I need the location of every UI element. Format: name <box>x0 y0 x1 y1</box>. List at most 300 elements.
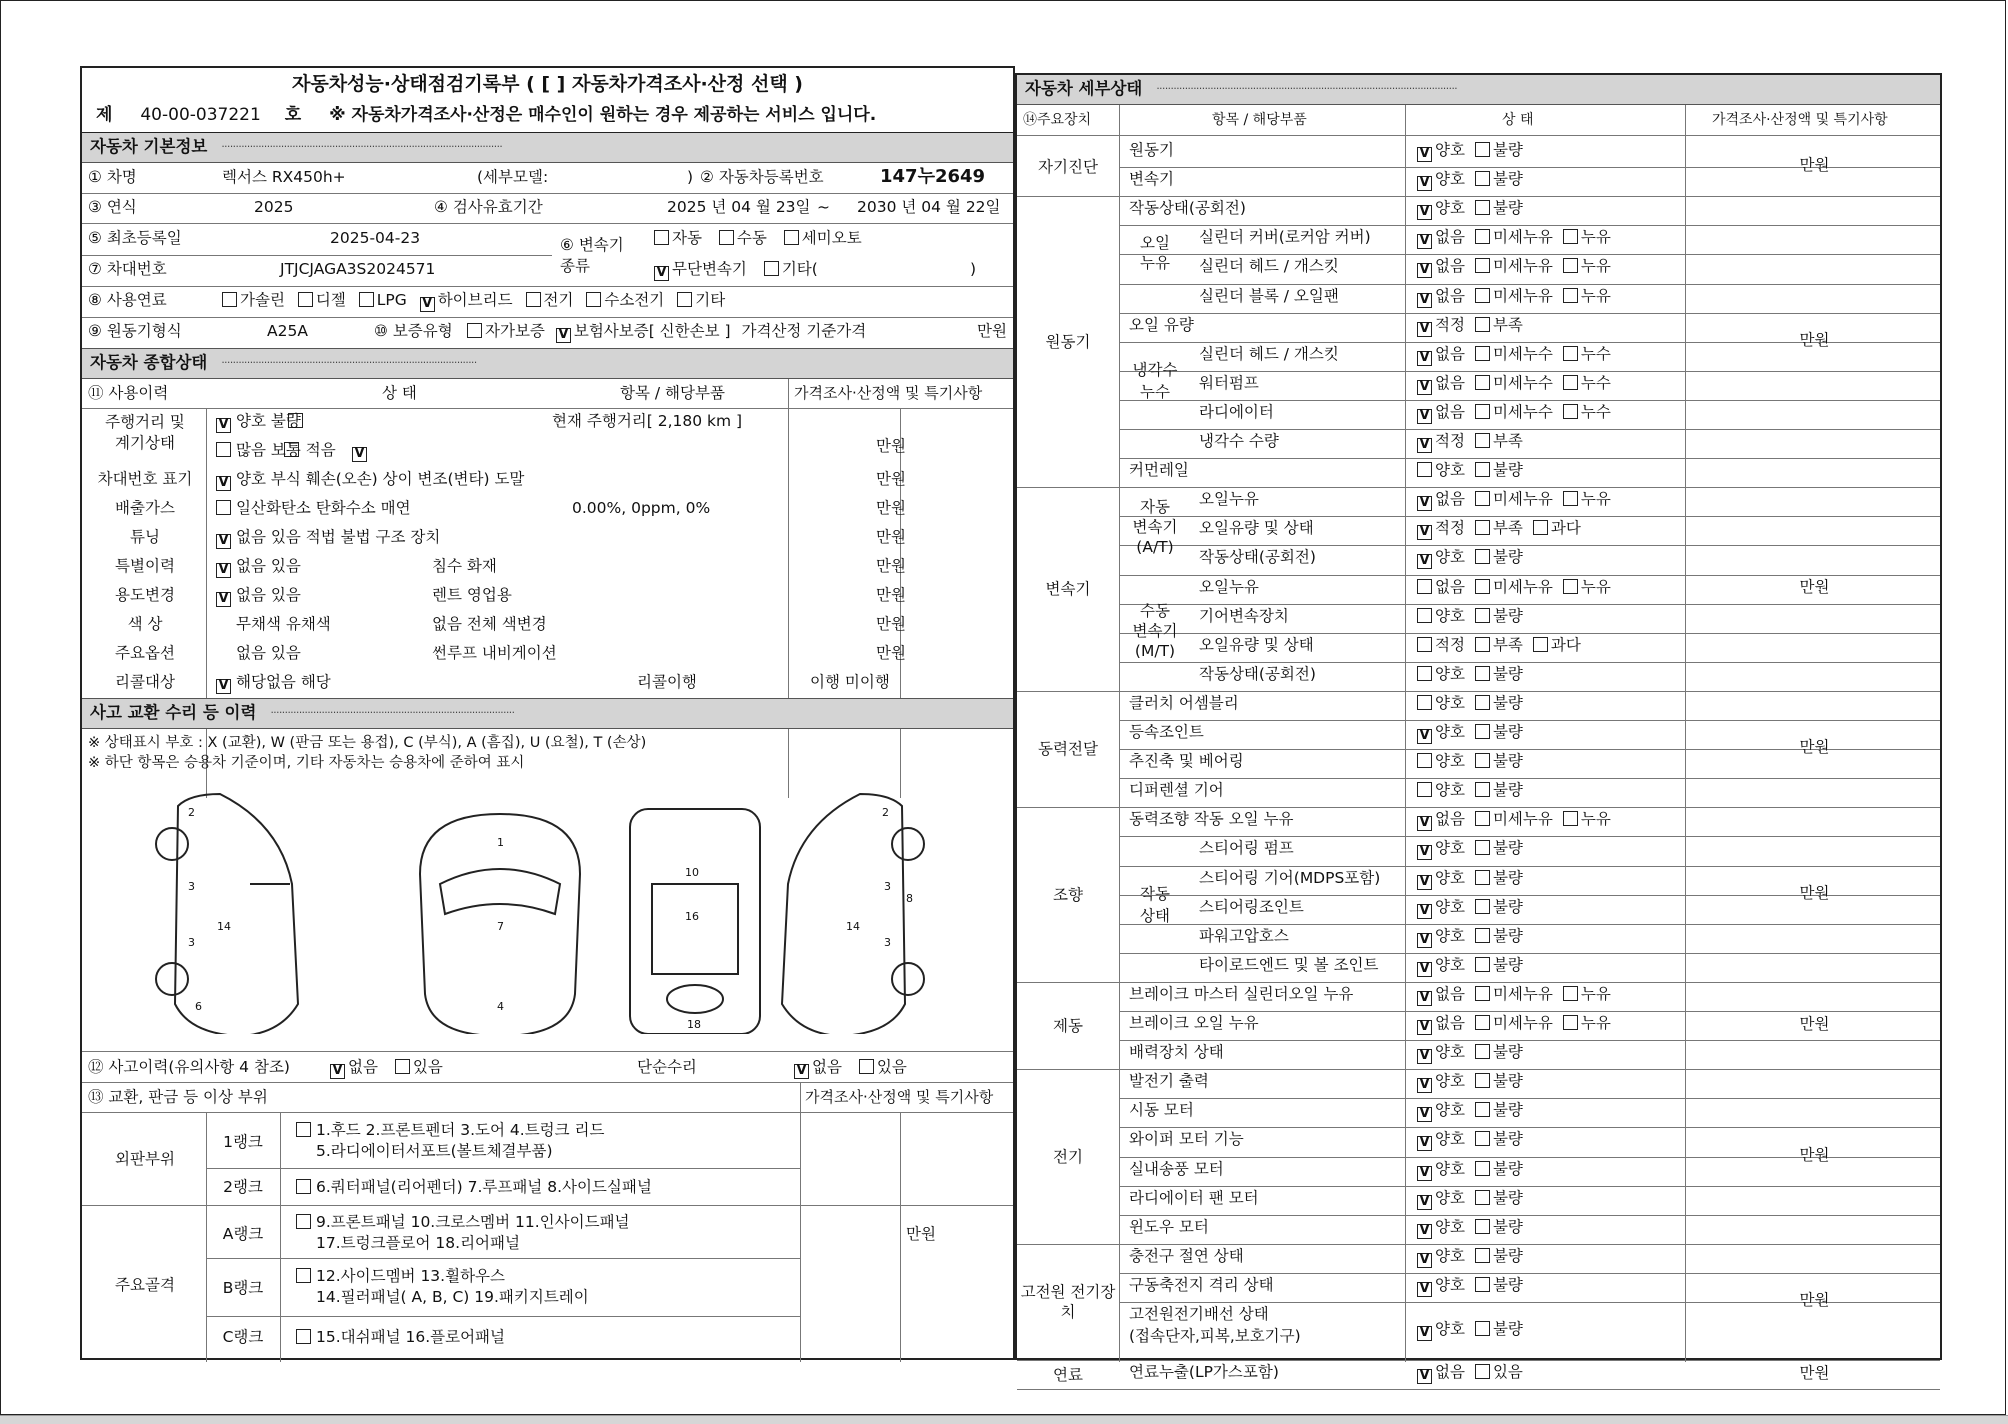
state-option <box>1475 899 1523 917</box>
row-line <box>1017 691 1940 692</box>
warranty-insurer: 보험사보증[ 신한손보 ] <box>573 322 731 340</box>
row-line <box>1017 1244 1940 1245</box>
checkbox-checked[interactable]: V <box>1417 1136 1432 1151</box>
checkbox[interactable] <box>1475 1321 1490 1336</box>
checkbox[interactable] <box>1475 1190 1490 1205</box>
part-number: 7 <box>497 920 504 933</box>
checkbox[interactable] <box>1475 1364 1490 1379</box>
state-label: 불량 <box>1492 839 1523 858</box>
transmission-label: ⑥ 변속기 종류 <box>560 236 624 275</box>
checkbox[interactable] <box>216 442 231 457</box>
col-items: 항목 / 해당부품 <box>620 384 725 402</box>
state-option <box>1475 782 1523 800</box>
row-line <box>1119 545 1940 546</box>
state-option <box>1475 811 1553 829</box>
state-option <box>1475 637 1523 655</box>
state-label: 불량 <box>1492 1319 1523 1338</box>
sub-label: 수동 <box>1140 601 1170 620</box>
checkbox-checked[interactable]: V <box>654 266 669 281</box>
state-option <box>1475 549 1523 567</box>
state-option <box>1475 346 1553 364</box>
checkbox-checked[interactable]: V <box>1417 438 1432 453</box>
checkbox[interactable] <box>1475 870 1490 885</box>
checkbox[interactable] <box>1475 1015 1490 1030</box>
checkbox[interactable] <box>1563 229 1578 244</box>
checkbox-checked[interactable]: V <box>1417 176 1432 191</box>
state-label: 없음 <box>1435 810 1465 829</box>
col-price: 가격조사·산정액 및 특기사항 <box>1712 112 1888 128</box>
checkbox-checked[interactable]: V <box>1417 409 1432 424</box>
state-label: 미세누수 <box>1492 373 1553 392</box>
wheel-icon <box>892 828 924 860</box>
state-options <box>1417 288 1621 308</box>
state-option <box>1417 549 1465 569</box>
checkbox[interactable] <box>298 292 313 307</box>
state-label: 양호 <box>1435 781 1465 800</box>
accident-header <box>82 699 1013 729</box>
checkbox[interactable] <box>1475 1073 1490 1088</box>
checkbox[interactable] <box>1475 288 1490 303</box>
state-label: 미세누유 <box>1492 984 1553 1003</box>
col-line <box>800 1082 801 1362</box>
checkbox[interactable] <box>1475 433 1490 448</box>
state-option <box>1475 317 1523 335</box>
checkbox[interactable] <box>1475 666 1490 681</box>
checkbox[interactable] <box>1475 229 1490 244</box>
state-options <box>1417 1044 1533 1064</box>
checkbox-checked[interactable]: V <box>330 1064 345 1079</box>
checkbox-checked[interactable]: V <box>216 679 231 694</box>
rank1-items-2: 5.라디에이터서포트(볼트체결부품) <box>316 1142 553 1160</box>
state-options <box>1417 317 1533 337</box>
checkbox[interactable] <box>859 1059 874 1074</box>
state-label: 불량 <box>1492 1101 1523 1120</box>
checkbox-checked[interactable]: V <box>1417 554 1432 569</box>
checkbox[interactable] <box>719 230 734 245</box>
detail-item: 변속기 <box>1129 170 1174 189</box>
state-label: 양호 <box>1435 1043 1465 1062</box>
state-option <box>1475 579 1553 597</box>
checkbox[interactable] <box>1563 1015 1578 1030</box>
col-line <box>1405 105 1406 1362</box>
state-option <box>1417 258 1465 278</box>
checkbox[interactable] <box>222 292 237 307</box>
checkbox[interactable] <box>467 323 482 338</box>
checkbox-checked[interactable]: V <box>1417 729 1432 744</box>
state-option <box>1417 811 1465 831</box>
car-right-side-outline <box>782 794 905 1034</box>
usage-change-extra: 렌트 영업용 <box>432 586 512 604</box>
checkbox[interactable] <box>1563 404 1578 419</box>
checkbox[interactable] <box>1475 258 1490 273</box>
row-label-recall: 리콜대상 <box>115 673 175 691</box>
checkbox[interactable] <box>1563 579 1578 594</box>
fuel-hybrid: 하이브리드 <box>437 291 513 309</box>
checkbox-checked[interactable]: V <box>1417 991 1432 1006</box>
detail-item: 작동상태(공회전) <box>1199 664 1316 683</box>
state-option <box>1475 1131 1523 1149</box>
group-name: 조향 <box>1053 885 1083 904</box>
checkbox[interactable] <box>1475 404 1490 419</box>
row-line <box>1119 429 1940 430</box>
checkbox[interactable] <box>1563 986 1578 1001</box>
detail-item: 동력조향 작동 오일 누유 <box>1129 810 1294 829</box>
checkbox-checked[interactable]: V <box>216 563 231 578</box>
checkbox[interactable] <box>1533 520 1548 535</box>
state-label: 미세누유 <box>1492 577 1553 596</box>
first-reg-label: ⑤ 최초등록일 <box>88 229 182 247</box>
checkbox[interactable] <box>1475 840 1490 855</box>
group-name: 제동 <box>1053 1016 1083 1035</box>
checkbox[interactable] <box>1417 608 1432 623</box>
emission-options: 일산화탄소 탄화수소 매연 <box>236 499 411 517</box>
checkbox[interactable] <box>1475 637 1490 652</box>
checkbox-checked[interactable]: V <box>1417 205 1432 220</box>
car-name: 렉서스 RX450h+ <box>222 168 346 186</box>
checkbox[interactable] <box>1475 724 1490 739</box>
general-status-title: 자동차 종합상태 <box>90 353 208 373</box>
detail-item: 파워고압호스 <box>1199 926 1289 945</box>
row-line <box>1119 575 1940 576</box>
rank2-items: 6.쿼터패널(리어펜더) 7.루프패널 8.사이드실패널 <box>316 1178 652 1196</box>
checkbox[interactable] <box>1563 288 1578 303</box>
state-label: 불량 <box>1492 955 1523 974</box>
state-label: 양호 <box>1435 926 1465 945</box>
checkbox-checked[interactable]: V <box>216 534 231 549</box>
checkbox-checked[interactable]: V <box>1417 1369 1432 1384</box>
row-line <box>82 223 1013 224</box>
checkbox[interactable] <box>1475 346 1490 361</box>
part-number: 8 <box>906 892 913 905</box>
exchange-label: ⑬ 교환, 판금 등 이상 부위 <box>88 1088 268 1106</box>
row-label-mileage: 주행거리 및 <box>105 413 185 431</box>
checkbox[interactable] <box>1417 695 1432 710</box>
sub-label: 누유 <box>1140 254 1170 273</box>
state-options <box>1417 1248 1533 1268</box>
detail-item: 충전구 절연 상태 <box>1129 1246 1244 1265</box>
checkbox[interactable] <box>1417 637 1432 652</box>
rankB-items-2: 14.필러패널( A, B, C) 19.패키지트레이 <box>316 1288 589 1306</box>
checkbox[interactable] <box>1475 1161 1490 1176</box>
checkbox-checked[interactable]: V <box>556 328 571 343</box>
state-option <box>1563 404 1611 422</box>
part-number: 14 <box>217 920 231 933</box>
detail-item: 작동상태(공회전) <box>1129 199 1246 218</box>
checkbox-checked[interactable]: V <box>1417 525 1432 540</box>
state-options <box>1417 549 1533 569</box>
state-options <box>1417 724 1533 744</box>
checkbox[interactable] <box>677 292 692 307</box>
checkbox-checked[interactable]: V <box>1417 380 1432 395</box>
rankB-items: 12.사이드멤버 13.휠하우스 <box>316 1267 505 1285</box>
checkbox[interactable] <box>1533 637 1548 652</box>
checkbox[interactable] <box>296 1329 311 1344</box>
checkbox-checked[interactable]: V <box>1417 816 1432 831</box>
state-options <box>1417 258 1621 278</box>
state-option <box>1533 637 1581 655</box>
state-label: 누유 <box>1580 1014 1611 1032</box>
detail-item: 오일유량 및 상태 <box>1199 519 1314 538</box>
price-unit: 만원 <box>1799 1291 1830 1309</box>
group-name: 자기진단 <box>1038 158 1098 177</box>
checkbox-checked[interactable]: V <box>1417 293 1432 308</box>
general-fineprint: ·························································································· <box>221 357 477 370</box>
checkbox[interactable] <box>1475 1219 1490 1234</box>
checkbox-checked[interactable]: V <box>216 592 231 607</box>
state-options <box>1417 1073 1533 1093</box>
checkbox[interactable] <box>1475 317 1490 332</box>
checkbox[interactable] <box>296 1179 311 1194</box>
checkbox-checked[interactable]: V <box>1417 845 1432 860</box>
checkbox[interactable] <box>296 1122 311 1137</box>
row-label-emission: 배출가스 <box>115 499 175 517</box>
state-option <box>1417 928 1465 948</box>
checkbox[interactable] <box>1475 1102 1490 1117</box>
accident-none: 없음 <box>348 1058 378 1076</box>
state-option <box>1417 724 1465 744</box>
sub-label: 냉각수 <box>1132 360 1178 379</box>
checkbox[interactable] <box>1563 346 1578 361</box>
state-label: 불량 <box>1492 781 1523 800</box>
rankB-boxes <box>296 1268 314 1286</box>
row-line <box>1119 953 1940 954</box>
state-label: 미세누유 <box>1492 228 1553 247</box>
sub-label: 변속기 <box>1132 518 1178 537</box>
state-option <box>1417 317 1465 337</box>
checkbox[interactable] <box>1475 171 1490 186</box>
sub-label: (A/T) <box>1136 538 1174 557</box>
checkbox[interactable] <box>1417 782 1432 797</box>
checkbox-checked[interactable]: V <box>1417 263 1432 278</box>
state-option <box>1475 1161 1523 1179</box>
checkbox-checked[interactable]: V <box>420 297 435 312</box>
col-line <box>1685 105 1686 1362</box>
checkbox-checked[interactable]: V <box>1417 904 1432 919</box>
checkbox[interactable] <box>395 1059 410 1074</box>
state-label: 누유 <box>1580 257 1611 276</box>
inspection-label: ④ 검사유효기간 <box>434 198 543 216</box>
car-top-windshield <box>440 869 560 914</box>
wheel-icon <box>156 828 188 860</box>
state-options <box>1417 928 1533 948</box>
checkbox[interactable] <box>1475 491 1490 506</box>
underbody-floor <box>652 884 738 974</box>
legend-2: ※ 하단 항목은 승용차 기준이며, 기타 자동차는 승용차에 준하여 표시 <box>88 755 525 771</box>
state-label: 없음 <box>1435 984 1465 1003</box>
row-line <box>1119 1098 1940 1099</box>
fuel-hydrogen: 수소전기 <box>604 291 665 309</box>
service-notice: ※ 자동차가격조사·산정은 매수인이 원하는 경우 제공하는 서비스 입니다. <box>329 105 877 125</box>
state-label: 누유 <box>1580 228 1611 247</box>
detail-item: 등속조인트 <box>1129 723 1204 741</box>
checkbox[interactable] <box>1475 579 1490 594</box>
checkbox-checked[interactable]: V <box>1417 147 1432 162</box>
checkbox[interactable] <box>1475 928 1490 943</box>
state-option <box>1475 1219 1523 1237</box>
checkbox-checked[interactable]: V <box>1417 1195 1432 1210</box>
checkbox-checked[interactable]: V <box>1417 962 1432 977</box>
detail-item: 실린더 커버(로커암 커버) <box>1199 228 1371 247</box>
checkbox[interactable] <box>654 230 669 245</box>
checkbox-checked[interactable]: V <box>1417 1224 1432 1239</box>
state-option <box>1417 637 1465 655</box>
checkbox[interactable] <box>1475 462 1490 477</box>
emission-values: 0.00%, 0ppm, 0% <box>572 499 711 517</box>
col-price: 가격조사·산정액 및 특기사항 <box>794 384 983 402</box>
checkbox[interactable] <box>1475 608 1490 623</box>
checkbox[interactable] <box>1417 579 1432 594</box>
reg-no: 147누2649 <box>880 166 986 187</box>
fuel-diesel: 디젤 <box>315 291 346 309</box>
checkbox-checked[interactable]: V <box>794 1064 809 1079</box>
checkbox-checked[interactable]: V <box>352 447 367 462</box>
trans-other-close: ) <box>970 260 977 278</box>
checkbox[interactable] <box>1475 549 1490 564</box>
checkbox[interactable] <box>1475 957 1490 972</box>
row-line <box>82 1051 1013 1052</box>
part-number: 2 <box>882 806 889 819</box>
checkbox[interactable] <box>1475 1044 1490 1059</box>
checkbox-checked[interactable]: V <box>216 418 231 433</box>
checkbox-checked[interactable]: V <box>1417 1049 1432 1064</box>
row-line <box>1119 778 1940 779</box>
checkbox[interactable] <box>1417 666 1432 681</box>
row-line <box>1119 225 1940 226</box>
checkbox[interactable] <box>1417 462 1432 477</box>
state-label: 부족 <box>1492 315 1523 334</box>
checkbox[interactable] <box>1475 811 1490 826</box>
detail-item: 시동 모터 <box>1129 1101 1194 1120</box>
checkbox-checked[interactable]: V <box>1417 234 1432 249</box>
checkbox[interactable] <box>1475 986 1490 1001</box>
checkbox[interactable] <box>1475 1277 1490 1292</box>
checkbox[interactable] <box>784 230 799 245</box>
checkbox[interactable] <box>1475 695 1490 710</box>
checkbox[interactable] <box>1563 491 1578 506</box>
checkbox[interactable] <box>1563 811 1578 826</box>
trans-other: 기타( <box>781 260 818 278</box>
checkbox[interactable] <box>586 292 601 307</box>
checkbox[interactable] <box>296 1268 311 1283</box>
row-line <box>1017 487 1940 488</box>
checkbox-checked[interactable]: V <box>1417 875 1432 890</box>
state-label: 양호 <box>1435 752 1465 771</box>
checkbox[interactable] <box>1475 200 1490 215</box>
checkbox[interactable] <box>216 500 231 515</box>
detail-item: 배력장치 상태 <box>1129 1043 1224 1062</box>
checkbox-checked[interactable]: V <box>1417 322 1432 337</box>
checkbox[interactable] <box>1563 258 1578 273</box>
checkbox[interactable] <box>526 292 541 307</box>
checkbox-checked[interactable]: V <box>1417 1166 1432 1181</box>
state-options <box>1417 433 1533 453</box>
checkbox[interactable] <box>1475 1131 1490 1146</box>
state-label: 불량 <box>1492 926 1523 945</box>
state-label: 불량 <box>1492 461 1523 480</box>
checkbox[interactable] <box>1475 782 1490 797</box>
state-label: 미세누수 <box>1492 402 1553 421</box>
checkbox[interactable] <box>1563 375 1578 390</box>
checkbox-checked[interactable]: V <box>1417 1326 1432 1341</box>
number-suffix: 호 <box>284 105 302 125</box>
detail-item: 오일누유 <box>1199 577 1259 596</box>
checkbox[interactable] <box>1475 1248 1490 1263</box>
wheel-icon <box>156 963 188 995</box>
state-label: 양호 <box>1435 548 1465 567</box>
part-number: 1 <box>497 836 504 849</box>
tuning-options: 없음 있음 적법 불법 구조 장치 <box>236 528 441 546</box>
state-label: 없음 <box>1435 1363 1465 1382</box>
state-options <box>1417 491 1621 511</box>
checkbox-checked[interactable]: V <box>1417 1078 1432 1093</box>
col-main: ⑭주요장치 <box>1023 112 1092 128</box>
checkbox-checked[interactable]: V <box>1417 933 1432 948</box>
checkbox[interactable] <box>1475 142 1490 157</box>
state-label: 불량 <box>1492 1072 1523 1091</box>
usage-change-options: 없음 있음 <box>236 586 301 604</box>
rankC-items: 15.대쉬패널 16.플로어패널 <box>316 1328 505 1346</box>
document-number: 40-00-037221 <box>140 105 261 125</box>
state-option <box>1475 229 1553 247</box>
state-option <box>1475 1364 1523 1382</box>
sub-label: 자동 <box>1140 498 1170 517</box>
state-label: 없음 <box>1435 257 1465 276</box>
state-option <box>1475 520 1523 538</box>
checkbox-checked[interactable]: V <box>1417 1282 1432 1297</box>
checkbox-checked[interactable]: V <box>216 476 231 491</box>
state-options <box>1417 870 1533 890</box>
checkbox[interactable] <box>1475 375 1490 390</box>
state-label: 불량 <box>1492 199 1523 218</box>
accident-options <box>330 1059 455 1079</box>
state-options <box>1417 375 1621 395</box>
state-option <box>1417 695 1465 713</box>
row-line <box>1119 1215 1940 1216</box>
state-label: 적정 <box>1435 519 1465 538</box>
state-option <box>1475 462 1523 480</box>
state-option <box>1475 433 1523 451</box>
col-line <box>1119 105 1120 1362</box>
checkbox-checked[interactable]: V <box>1417 1107 1432 1122</box>
row-line <box>206 1258 800 1259</box>
checkbox-checked[interactable]: V <box>1417 351 1432 366</box>
color-options: 무채색 유채색 <box>236 615 331 633</box>
state-option <box>1417 666 1465 684</box>
state-label: 불량 <box>1492 693 1523 712</box>
checkbox[interactable] <box>1475 753 1490 768</box>
checkbox[interactable] <box>1417 753 1432 768</box>
recall-extra: 리콜이행 <box>637 673 697 691</box>
checkbox[interactable] <box>1475 899 1490 914</box>
checkbox[interactable] <box>296 1214 311 1229</box>
checkbox-checked[interactable]: V <box>1417 1020 1432 1035</box>
state-option <box>1563 258 1611 276</box>
row-line <box>82 408 1013 409</box>
checkbox[interactable] <box>764 261 779 276</box>
checkbox[interactable] <box>1475 520 1490 535</box>
state-label: 양호 <box>1435 1319 1465 1338</box>
price-unit: 만원 <box>876 470 906 488</box>
gauge-options: 많음 보통 적음 <box>236 441 336 459</box>
checkbox-checked[interactable]: V <box>1417 1253 1432 1268</box>
fuel-options <box>222 292 733 312</box>
state-option <box>1417 462 1465 480</box>
state-option <box>1475 404 1553 422</box>
state-options <box>1417 986 1621 1006</box>
state-label: 양호 <box>1435 1130 1465 1149</box>
checkbox-checked[interactable]: V <box>1417 496 1432 511</box>
checkbox[interactable] <box>359 292 374 307</box>
